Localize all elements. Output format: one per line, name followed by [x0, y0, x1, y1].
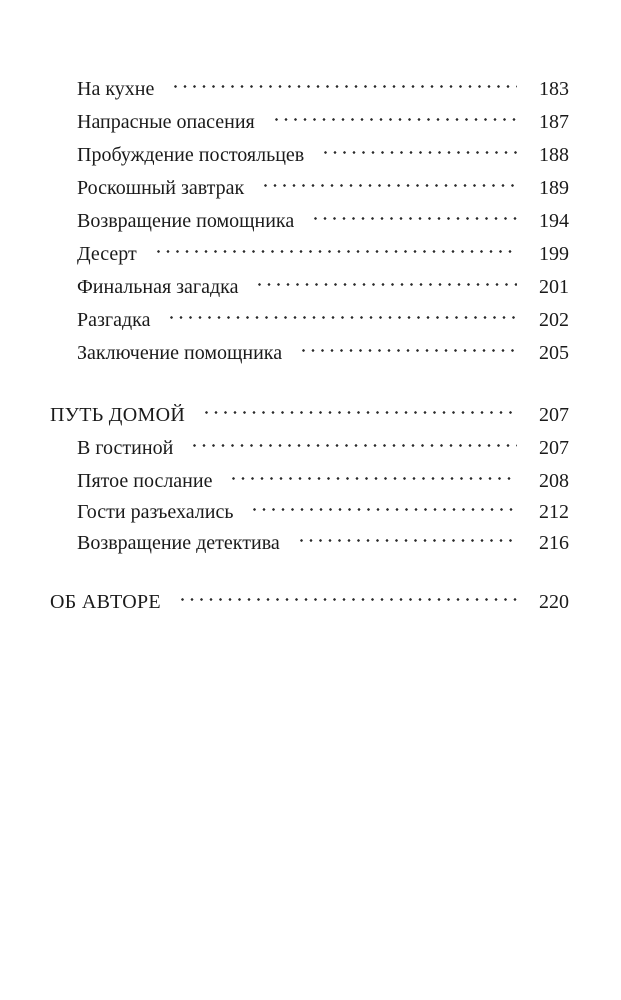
toc-entry-v-gostinoi: [77, 424, 569, 459]
toc-entry-finalnaya-zagadka: [77, 263, 569, 298]
toc-entry-title: В гостиной: [77, 437, 174, 459]
toc-entry-page: 207: [539, 437, 569, 459]
toc-entry-page: 220: [539, 591, 569, 613]
dot-leader: [324, 131, 517, 161]
toc-entry-page: 207: [539, 404, 569, 426]
dot-leader: [181, 578, 517, 608]
toc-entry-page: 199: [539, 243, 569, 265]
dot-leader: [258, 263, 517, 293]
toc-entry-page: 212: [539, 501, 569, 523]
dot-leader: [232, 457, 517, 487]
toc-section-ob-avtore: [50, 578, 569, 613]
toc-entry-probuzhdenie-postoyaltsev: [77, 131, 569, 166]
toc-entry-vozvrashchenie-pomoshchnika: [77, 197, 569, 232]
toc-entry-page: 208: [539, 470, 569, 492]
dot-leader: [275, 98, 517, 128]
toc-entry-page: 183: [539, 78, 569, 100]
dot-leader: [174, 65, 517, 95]
toc-entry-title: Пробуждение постояльцев: [77, 144, 305, 166]
dot-leader: [300, 519, 517, 549]
toc-entry-title: Пятое послание: [77, 470, 213, 492]
toc-entry-page: 201: [539, 276, 569, 298]
toc-entry-page: 187: [539, 111, 569, 133]
dot-leader: [170, 296, 517, 326]
dot-leader: [193, 424, 517, 454]
toc-entry-razgadka: [77, 296, 569, 331]
dot-leader: [264, 164, 517, 194]
toc-entry-page: 188: [539, 144, 569, 166]
toc-entry-title: Напрасные опасения: [77, 111, 255, 133]
toc-entry-vozvrashchenie-detektiva: [77, 519, 569, 554]
toc-entry-pyatoe-poslanie: [77, 457, 569, 492]
dot-leader: [302, 329, 517, 359]
toc-entry-page: 216: [539, 532, 569, 554]
toc-entry-title: На кухне: [77, 78, 155, 100]
toc-entry-roskoshnyi-zavtrak: [77, 164, 569, 199]
toc-entry-title: Возвращение детектива: [77, 532, 280, 554]
toc-entry-title: Гости разъехались: [77, 501, 234, 523]
toc-entry-gosti-razekhalis: [77, 488, 569, 523]
dot-leader: [253, 488, 517, 518]
toc-entry-title: Заключение помощника: [77, 342, 283, 364]
toc-entry-page: 202: [539, 309, 569, 331]
toc-entry-title: Разгадка: [77, 309, 151, 331]
toc-entry-na-kukhne: [77, 65, 569, 100]
toc-entry-title: Финальная загадка: [77, 276, 239, 298]
dot-leader: [157, 230, 517, 260]
toc-entry-zaklyuchenie-pomoshchnika: [77, 329, 569, 364]
toc-entry-title: Возвращение помощника: [77, 210, 295, 232]
toc-entry-title: Роскошный завтрак: [77, 177, 245, 199]
dot-leader: [314, 197, 517, 227]
toc-entry-page: 194: [539, 210, 569, 232]
toc-entry-title: Десерт: [77, 243, 137, 265]
toc-section-title: ОБ АВТОРЕ: [50, 591, 161, 613]
toc-entry-naprasnye-opaseniya: [77, 98, 569, 133]
toc-entry-page: 189: [539, 177, 569, 199]
toc-section-title: ПУТЬ ДОМОЙ: [50, 404, 186, 426]
dot-leader: [205, 391, 517, 421]
toc-entry-page: 205: [539, 342, 569, 364]
toc-section-put-domoi: [50, 391, 569, 426]
toc-entry-desert: [77, 230, 569, 265]
